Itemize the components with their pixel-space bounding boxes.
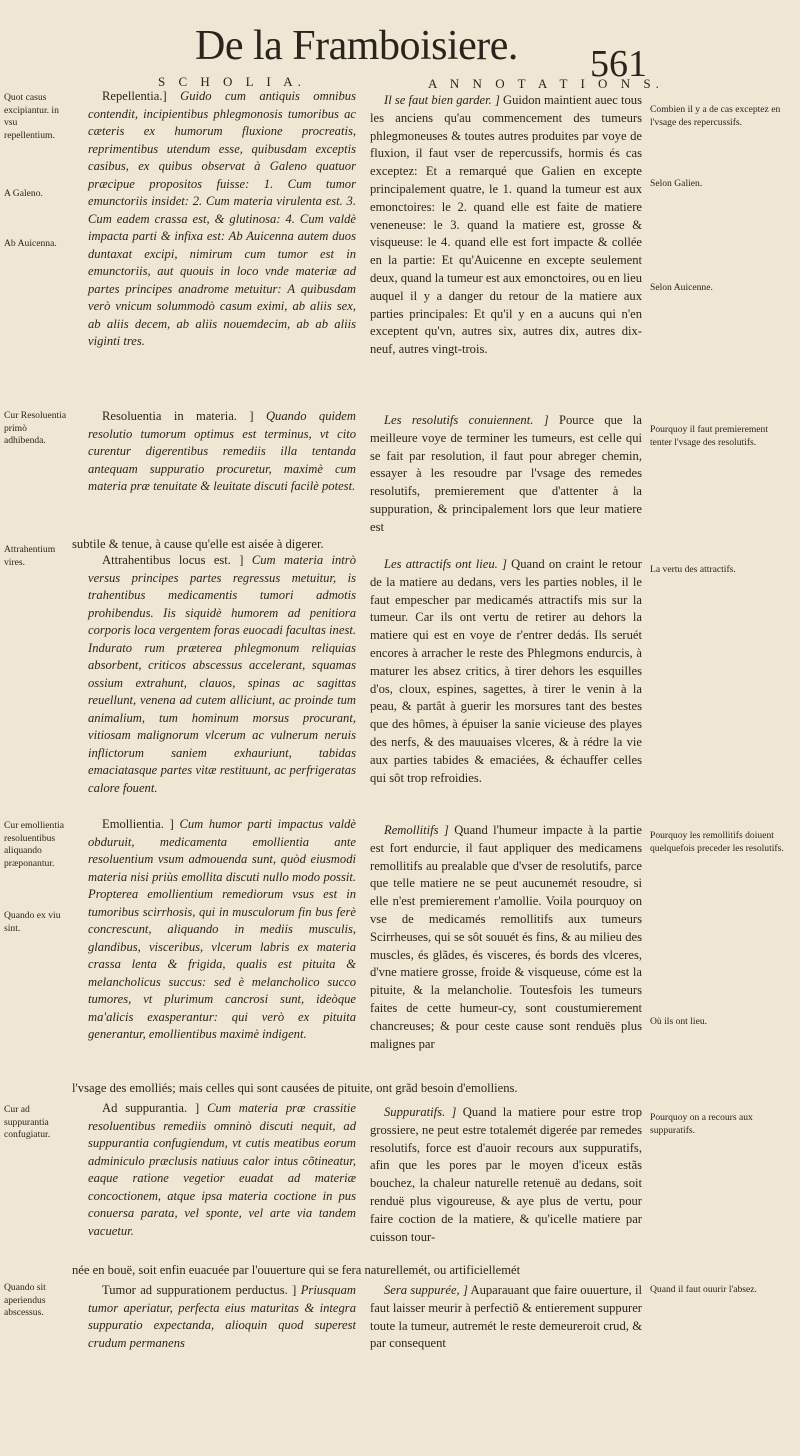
annotations-heading: A N N O T A T I O N S. <box>428 76 664 91</box>
margin-note-left-5: Attrahentium vires. <box>4 544 56 568</box>
scholia-lemma-6: Tumor ad suppurationem perductus. ] <box>102 1283 297 1297</box>
page-number: 561 <box>590 43 647 85</box>
scholia-text-4: Cum humor parti impactus valdè obduruit, medicamenta emollientia ante resoluentium vsum admouenda sunt, quòd eiusmodi materia nisi priùs emollita discuti nullo modo possit. Propterea emollientium remediorum vsus est in tumoribus scirrhosis, qui in musculorum fin bus ferè concrescunt, aliquando in mediis musculis, glandibus, visceribus, vlcerum labris ex materia crassa lenta & frigida, qualis est pituita & melancholicus succus: sed è melancholico succo tumores, vt plurimum cancrosi sunt, ideòque ma'alicis exasperantur: qui verò ex pituita generantur, emollientibus maximè indigent. <box>88 817 357 1041</box>
scholia-text-5: Cum materia præ crassitie resoluentibus remediis omninò discuti nequit, ad suppurantia confugiendum, vt cutis meatibus eorum adminiculo præclusis natiuus calor intus cõtineatur, eaque ratione vegetior euadat ad materiæ concoctionem, atque ipsa materia coctione in pus conuersa parata, vel sponte, vel arte via tandem vacuetur. <box>88 1101 356 1238</box>
annotation-text-4: Quand l'humeur impacte à la partie est fort endurcie, il faut appliquer des medicamens remollitifs au prealable que d'vser de resolutifs, parce que telle matiere ne se peut aucunemét resoudre, si elle n'est premierement r'amollie. Voila pourquoy on vse de medicamés remollitifs aux tumeurs Scirrheuses, qui se sôt souuét és fins, & au milieu des muscles, és glãdes, és visceres, és bords des vlceres, d'vne matiere grosse, froide & visqueuse, cóme est la pituite, & la melancholie. Toutesfois les tumeurs faites de cette humeur-cy, sont coustumierement chancreuses; & pour ceste cause sont renduës plus malignes par <box>370 823 642 1051</box>
margin-note-right-4: Pourquoy il faut premierement tenter l'vsage des resolutifs. <box>650 424 769 448</box>
scholia-paragraph-3 <box>88 552 356 797</box>
annotation-text-5: Quand la matiere pour estre trop grossiere, ne peut estre totalemét digerée par remedes resolutifs, force est d'auoir recours aux suppuratifs, afin que les pores par le moyen d'iceux estãs bouchez, la chaleur naturelle retenuë au dedans, soit renduë plus vigoureuse, & aye plus de vertu, pour faire coction de la matiere, & qu'icelle matiere par cuisson tour- <box>370 1105 642 1244</box>
scholia-heading: S C H O L I A. <box>158 74 306 89</box>
annotation-fullwidth-line-2: l'vsage des emolliés; mais celles qui sont causées de pituite, ont grãd besoin d'emolliens. <box>72 1081 518 1095</box>
annotation-lemma-4: Remollitifs ] <box>384 823 449 837</box>
margin-note-left-6: Cur emollientia resoluentibus aliquando præponantur. <box>4 820 64 869</box>
scholia-lemma-3: Attrahentibus locus est. ] <box>102 553 244 567</box>
scholia-paragraph-5 <box>88 1100 356 1240</box>
annotation-paragraph-6 <box>370 1282 642 1353</box>
annotation-paragraph-5 <box>370 1104 642 1246</box>
annotation-lemma-1: Il se faut bien garder. ] <box>384 93 500 107</box>
scholia-paragraph-1 <box>88 88 356 351</box>
annotation-paragraph-4 <box>370 822 642 1053</box>
margin-note-left-8: Cur ad suppurantia confugiatur. <box>4 1104 51 1140</box>
margin-note-right-6: Pourquoy les remollitifs doiuent quelquefois preceder les resolutifs. <box>650 830 784 854</box>
scholia-paragraph-6 <box>88 1282 356 1352</box>
margin-note-left-7: Quando ex viu sint. <box>4 910 61 934</box>
margin-note-right-8: Pourquoy on a recours aux suppuratifs. <box>650 1112 753 1136</box>
scholia-text-1: Guido cum antiquis omnibus contendit, incipientibus phlegmonosis tumoribus ac cæteris ex humorum fluxione procreatis, reprimentibus utendum esse, quibusdam exceptis casibus, ex quibus observat à Galeno quatuor præcipue propositos fuisse: 1. Cum tumor emunctoriis insidet: 2. Cum materia virulenta est. 3. Cum eadem crassa est, & glutinosa: 4. Cum valdè impacta parti & infixa est: Ab Auicenna autem duos duntaxat excipi, nimirum cum tumor est in emunctoriis, aut quouis in loco vnde materiæ ad partes principes anadrome metuitur: A quibusdam verò vnicum solummodò casum eximi, ab aliis sex, ab aliis decem, ab aliis nouemdecim, ab ab aliis viginti tres. <box>88 89 356 348</box>
annotation-fullwidth-line-3: née en bouë, soit enfin euacuée par l'ouuerture qui se fera naturellemét, ou artificiellemét <box>72 1263 521 1277</box>
scholia-lemma-2: Resoluentia in materia. ] <box>102 409 254 423</box>
margin-note-left-2: A Galeno. <box>4 188 43 199</box>
scholia-text-3: Cum materia intrò versus principes partes regressus metuitur, is trahentibus medicamentis tumori admotis prohibendus. Iis siquidè humorem ad penitiora corporis loca vergentem foras euocadi facultas inest. Indurato rum præterea phlegmonum reliquias absorbent, criticos abscessus accelerant, squamas ossium extrahunt, clauos, spinas ac sagittas reuellunt, venena ad cutem alliciunt, ac proinde tum animalium, tum hominum morsus procurant, vitiosam malignorum vlcerum ac vulnerum neruis inflictorum saniem exhauriunt, tabidas emaciatasque partes vitæ restituunt, ac perfrigeratas calore fouent. <box>88 553 356 795</box>
annotation-lemma-5: Suppuratifs. ] <box>384 1105 457 1119</box>
annotation-text-3: Quand on craint le retour de la matiere au dedans, vers les parties nobles, il le faut empescher par medicamés attractifs mis sur la tumeur. Car ils ont vertu de retirer au dehors la matiere qui est en voye de r'entrer dedás. Ils seruét encores à arracher le reste des Phlegmons endurcis, à maturer les absez critics, à tirer dehors les esquilles d'os, cloux, espines, sagettes, à tirer le venin à la peau, & partât à guerir les morsures tant des bestes que des hômes, à épuiser la sanie vicieuse des playes des nerfs, & des mauuaises vlceres, & à rédre la vie aux parties tabides & emaciées, & échauffer celles qui sôt trop refroidies. <box>370 557 642 785</box>
annotation-paragraph-1 <box>370 92 642 359</box>
scholia-lemma-1: Repellentia.] <box>102 89 167 103</box>
scholia-lemma-4: Emollientia. ] <box>102 817 174 831</box>
margin-note-right-9: Quand il faut ouurir l'absez. <box>650 1284 757 1295</box>
scholia-lemma-5: Ad suppurantia. ] <box>102 1101 200 1115</box>
annotation-text-1: Guidon maintient auec tous les anciens qu'au commencement des tumeurs phlegmoneuses & toutes autres produites par voye de fluxion, il faut vser de repercussifs, hormis és cas exceptez: Et a remarqué que Galien en excepte principalement quatre, le 1. quand la tumeur est aux emonctoires: le 2. quand elle est faite de matiere veneneuse: le 3. quand la matiere est, grosse & visqueuse: le 4. quand elle est fort impacte & collée en la partie: Et qu'Auicenne en excepte seulement deux, quand la tumeur est aux emonctoires, ou en lieu auquel il y a danger du retour de la matiere aux parties principales: Et qu'il y en a aucuns qui n'en exceptent qu'vn, autres six, autres dix, autres dix-neuf, autres vingt-trois. <box>370 93 642 357</box>
margin-note-right-5: La vertu des attractifs. <box>650 564 736 575</box>
annotation-text-2: Pource que la meilleure voye de terminer les tumeurs, est celle qui se fait par resolution, il faut pour abreger chemin, essayer à les resoudre par l'vsage des remedes resolutifs, premierement que d'attenter à la suppuration, & principalement lors que leur matiere est <box>370 413 642 534</box>
annotation-fullwidth-line-1: subtile & tenue, à cause qu'elle est aisée à digerer. <box>72 537 324 551</box>
margin-note-left-4: Cur Resoluentia primò adhibenda. <box>4 410 67 446</box>
annotation-lemma-3: Les attractifs ont lieu. ] <box>384 557 507 571</box>
scholia-text-2: Quando quidem resolutio tumorum optimus est terminus, vt cito curentur digerentibus remediis illa tentanda antequam suppuratio procuretur, maximè cum materia præ tenuitate & leuitate discuti facilè potest. <box>88 409 356 493</box>
margin-note-left-1: Quot casus excipiantur. in vsu repellentium. <box>4 92 59 141</box>
annotation-paragraph-3 <box>370 556 642 787</box>
margin-note-right-2: Selon Galien. <box>650 178 703 189</box>
margin-note-left-9: Quando sit aperiendus abscessus. <box>4 1282 46 1318</box>
margin-note-right-7: Où ils ont lieu. <box>650 1016 708 1027</box>
scholia-paragraph-2 <box>88 408 356 496</box>
margin-note-right-1: Combien il y a de cas exceptez en l'vsage des repercussifs. <box>650 104 781 128</box>
annotation-text-6: Auparauant que faire ouuerture, il faut laisser meurir à perfectiõ & entierement suppurer toute la tumeur, autremét le reste demeureroit crud, & par consequent <box>370 1283 642 1351</box>
scholia-text-6: Priusquam tumor aperiatur, perfecta eius maturitas & integra suppuratio expectanda, alioquin quod superest crudum permanens <box>88 1283 356 1350</box>
annotation-lemma-6: Sera suppurée, ] <box>384 1283 468 1297</box>
margin-note-right-3: Selon Auicenne. <box>650 282 713 293</box>
annotation-lemma-2: Les resolutifs conuiennent. ] <box>384 413 549 427</box>
margin-note-left-3: Ab Auicenna. <box>4 238 57 249</box>
annotation-paragraph-2 <box>370 412 642 537</box>
scholia-paragraph-4 <box>88 816 356 1044</box>
running-title: De la Framboisiere. <box>195 23 518 69</box>
